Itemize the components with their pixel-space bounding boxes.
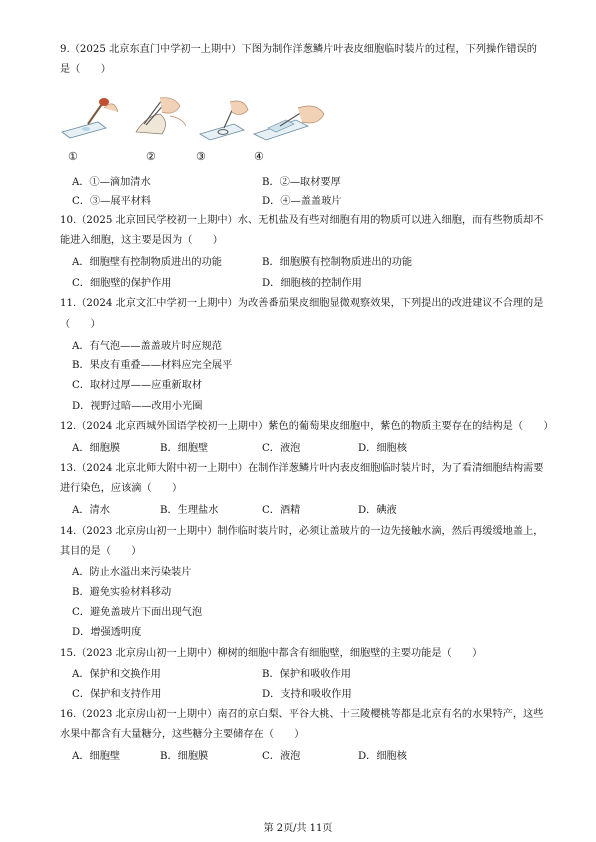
- q15-stem-line1: 15.（2023 北京房山初一上期中）柳树的细胞中都含有细胞壁，细胞壁的主要功能是（ ）: [60, 648, 483, 659]
- q14-stem-line2: 其目的是（ ）: [60, 546, 142, 557]
- q13-option-c: C．酒精: [262, 505, 301, 516]
- q10-stem-line1: 10.（2025 北京回民学校初一上期中）水、无机盐及有些对细胞有用的物质可以进入细胞，而有些物质却不: [60, 215, 544, 226]
- q10-option-c: C．细胞壁的保护作用: [72, 278, 172, 289]
- q13-option-a: A．清水: [72, 505, 110, 516]
- figure-label-2: ②: [146, 150, 156, 163]
- q15-option-d: D．支持和吸收作用: [262, 689, 352, 700]
- q15-option-c: C．保护和支持作用: [72, 689, 162, 700]
- q9-option-c: C．③—展平材料: [72, 196, 152, 207]
- q12-option-c: C．液泡: [262, 443, 301, 454]
- q10-option-a: A．细胞壁有控制物质进出的功能: [72, 257, 222, 268]
- q14-option-d: D．增强透明度: [72, 627, 142, 638]
- q9-stem-line2: 是（ ）: [60, 64, 111, 75]
- q12-stem-line1: 12.（2024 北京西城外国语学校初一上期中）紫色的葡萄果皮细胞中，紫色的物质主要存在的结构是（ ）: [60, 421, 554, 432]
- q9-option-a: A．①—滴加清水: [72, 177, 151, 188]
- q15-option-a: A．保护和交换作用: [72, 669, 161, 680]
- q12-option-b: B．细胞壁: [160, 443, 209, 454]
- q15-option-b: B．保护和吸收作用: [262, 669, 351, 680]
- q13-stem-line2: 进行染色，应该滴（ ）: [60, 483, 183, 494]
- step3-illustration: [200, 101, 248, 140]
- q16-option-b: B．细胞膜: [160, 751, 209, 762]
- figure-label-1: ①: [68, 150, 78, 163]
- q9-figure: [58, 94, 328, 166]
- q12-option-a: A．细胞膜: [72, 443, 121, 454]
- q14-stem-line1: 14.（2023 北京房山初一上期中）制作临时装片时，必须让盖玻片的一边先接触水滴，然后再缓缓地盖上，: [60, 526, 544, 537]
- step2-illustration: [136, 98, 186, 134]
- q11-option-b: B．果皮有重叠——材料应完全展平: [72, 360, 233, 371]
- q10-stem-line2: 能进入细胞，这主要是因为（ ）: [60, 235, 223, 246]
- q9-stem-line1: 9.（2025 北京东直门中学初一上期中）下图为制作洋葱鳞片叶表皮细胞临时装片的过程，下列操作错误的: [60, 44, 537, 55]
- q14-option-b: B．避免实验材料移动: [72, 587, 172, 598]
- q11-stem-line2: （ ）: [60, 319, 101, 330]
- q11-stem-line1: 11.（2024 北京文汇中学初一上期中）为改善番茄果皮细胞显微观察效果，下列提出的改进建议不合理的是: [60, 298, 544, 309]
- q11-option-d: D．视野过暗——改用小光圈: [72, 401, 203, 412]
- q10-option-b: B．细胞膜有控制物质进出的功能: [262, 257, 413, 268]
- step1-illustration: [62, 98, 118, 138]
- q16-option-d: D．细胞核: [358, 751, 407, 762]
- step4-illustration: [254, 106, 324, 140]
- q16-option-a: A．细胞壁: [72, 751, 121, 762]
- figure-label-3: ③: [196, 150, 206, 163]
- q16-stem-line2: 水果中都含有大量糖分，这些糖分主要储存在（ ）: [60, 729, 305, 740]
- q11-option-a: A．有气泡——盖盖玻片时应规范: [72, 341, 222, 352]
- q13-option-b: B．生理盐水: [160, 505, 219, 516]
- q16-option-c: C．液泡: [262, 751, 301, 762]
- q9-option-d: D．④—盖盖玻片: [262, 196, 342, 207]
- q12-option-d: D．细胞核: [358, 443, 407, 454]
- q14-option-c: C．避免盖玻片下面出现气泡: [72, 607, 203, 618]
- page-footer: 第 2页/共 11页: [263, 823, 333, 834]
- q13-stem-line1: 13.（2024 北京北师大附中初一上期中）在制作洋葱鳞片叶内表皮细胞临时装片时，为了看清细胞结构需要: [60, 463, 544, 474]
- q10-option-d: D．细胞核的控制作用: [262, 278, 362, 289]
- q9-figure-drawing: [58, 94, 328, 144]
- q11-option-c: C．取材过厚——应重新取材: [72, 380, 203, 391]
- q16-stem-line1: 16.（2023 北京房山初一上期中）南召的京白梨、平谷大桃、十三陵樱桃等都是北京有名的水果特产，这些: [60, 709, 544, 720]
- figure-label-4: ④: [254, 150, 264, 163]
- q14-option-a: A．防止水溢出来污染装片: [72, 567, 192, 578]
- q9-option-b: B．②—取材要厚: [262, 177, 341, 188]
- q13-option-d: D．碘液: [358, 505, 397, 516]
